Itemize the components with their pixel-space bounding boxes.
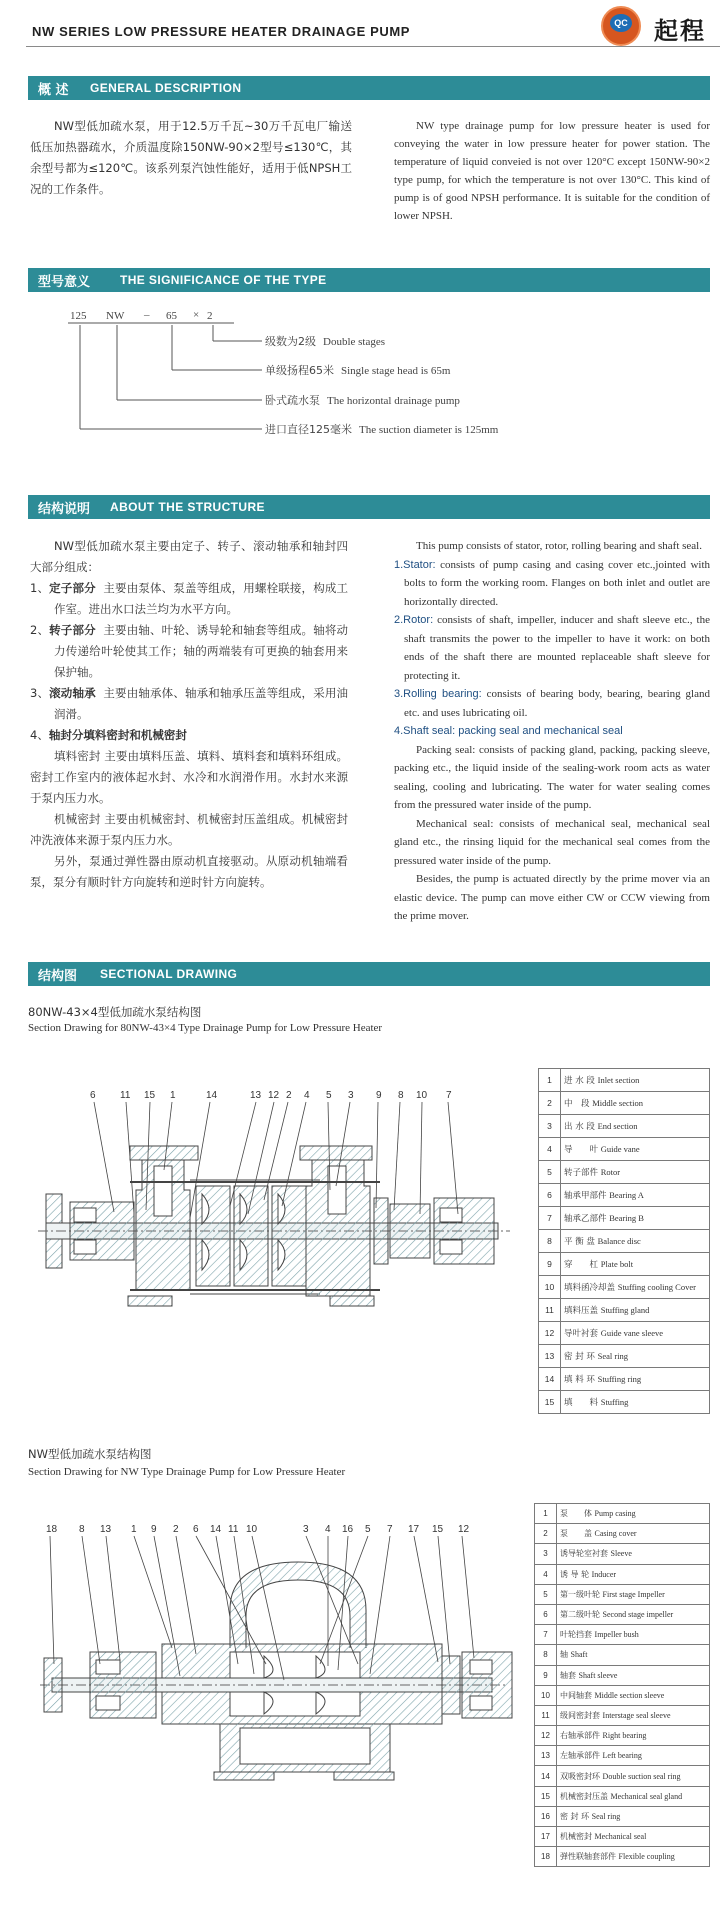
section-title-en: ABOUT THE STRUCTURE — [110, 500, 265, 514]
code-125: 125 — [70, 310, 87, 322]
callout-7: 7 — [387, 1524, 393, 1535]
part-name — [561, 1253, 710, 1276]
part-name-cn: 机械密封 — [560, 1832, 592, 1842]
part-name-cn: 级间密封套 — [560, 1710, 600, 1720]
type-note-cn: 级数为2级 — [265, 335, 316, 348]
item-text: 主要由轴承体、轴承和轴承压盖等组成，采用油润滑。 — [54, 686, 349, 721]
callout-1: 1 — [170, 1090, 176, 1101]
part-name-cn: 诱 导 轮 — [560, 1569, 590, 1579]
part-name — [561, 1115, 710, 1138]
table-row — [539, 1368, 710, 1391]
table-row — [539, 1092, 710, 1115]
part-name-en: Guide vane sleeve — [600, 1328, 664, 1338]
part-name-cn: 进 水 段 — [564, 1076, 595, 1086]
part-name-en: First stage Impeller — [602, 1589, 665, 1599]
part-name — [561, 1299, 710, 1322]
part-name-en: Mechanical seal — [594, 1832, 647, 1842]
part-name-en: Double suction seal ring — [602, 1771, 681, 1781]
drawing1-parts-table — [538, 1068, 710, 1414]
part-number: 2 — [539, 1092, 561, 1115]
callout-8: 8 — [79, 1524, 85, 1535]
part-name-cn: 诱导轮室衬套 — [560, 1549, 608, 1559]
brand-name: 起程 — [654, 17, 706, 45]
part-name-cn: 填料压盖 — [564, 1306, 599, 1316]
callout-11: 11 — [120, 1090, 131, 1101]
part-name — [561, 1092, 710, 1115]
part-name-cn: 轴 — [560, 1650, 568, 1660]
table-row — [539, 1345, 710, 1368]
callout-9: 9 — [151, 1524, 157, 1535]
table-row — [535, 1726, 710, 1746]
part-name-en: Middle section — [592, 1098, 643, 1108]
item-heading: 2.Rotor: — [394, 614, 434, 626]
callout-1: 1 — [131, 1524, 137, 1535]
callout-6: 6 — [90, 1090, 96, 1101]
structure-en — [394, 537, 710, 926]
part-name — [561, 1184, 710, 1207]
part-name-en: Right bearing — [602, 1731, 647, 1741]
callout-18: 18 — [46, 1524, 58, 1535]
part-name — [557, 1766, 710, 1786]
item-text: consists of shaft, impeller, inducer and shaft sleeve etc., the shaft transmits the power to the impeller to have it work: on both ends of the shaft there are mounted replaceable shaft sleeve for protecting it. — [404, 614, 710, 682]
callout-13: 13 — [100, 1524, 112, 1535]
part-name — [557, 1584, 710, 1604]
code-dash: – — [144, 309, 150, 321]
type-note-en: Single stage head is 65m — [341, 365, 451, 377]
part-number: 9 — [539, 1253, 561, 1276]
part-name-en: Second stage impeller — [602, 1610, 674, 1620]
type-note-horizontal — [265, 392, 460, 408]
table-row — [535, 1847, 710, 1867]
part-name — [557, 1544, 710, 1564]
table-row — [539, 1299, 710, 1322]
part-name — [557, 1625, 710, 1645]
drawing1-caption-cn: 80NW-43×4型低加疏水泵结构图 — [28, 1005, 202, 1019]
part-name-cn: 右轴承部件 — [560, 1731, 600, 1741]
callout-13: 13 — [250, 1090, 262, 1101]
section-bar-structure — [28, 495, 710, 519]
structure-item-rotor — [30, 620, 348, 683]
table-row — [539, 1069, 710, 1092]
part-number: 13 — [535, 1746, 557, 1766]
table-row — [535, 1746, 710, 1766]
general-description-en: NW type drainage pump for low pressure heater is used for conveying the water in low pressure heater for power station. The temperature of liquid conveied is not over 120°C except 150NW-90×2 type pump, for which the temperature is not over 130°C. This kind of pump is of good NPSH performance. It is suitable for the condition of lower NPSH. — [394, 120, 710, 222]
part-name — [561, 1368, 710, 1391]
part-number: 5 — [535, 1584, 557, 1604]
part-number: 15 — [535, 1786, 557, 1806]
structure-packing-seal: 填料密封 主要由填料压盖、填料、填料套和填料环组成。密封工作室内的液体起水封、水冷和水润滑作用。水封水来源于泵内压力水。 — [30, 749, 348, 805]
part-number: 1 — [539, 1069, 561, 1092]
code-times: × — [193, 309, 200, 321]
table-row — [539, 1253, 710, 1276]
part-name-en: Pump casing — [594, 1509, 636, 1519]
part-name-en: Balance disc — [597, 1236, 641, 1246]
part-name-cn: 平 衡 盘 — [564, 1237, 595, 1247]
drawing2-caption-en: Section Drawing for NW Type Drainage Pump for Low Pressure Heater — [28, 1466, 346, 1478]
part-number: 11 — [539, 1299, 561, 1322]
table-row — [535, 1544, 710, 1564]
part-name-cn: 中 段 — [564, 1099, 590, 1109]
table-row — [535, 1645, 710, 1665]
structure-mechanical-seal: Mechanical seal: consists of mechanical seal, mechanical seal gland etc., the rinsing liquid for the mechanical seal comes from the pressured water inside of the pump. — [394, 817, 710, 867]
part-number: 4 — [539, 1138, 561, 1161]
part-number: 14 — [539, 1368, 561, 1391]
part-name-cn: 机械密封压盖 — [560, 1791, 608, 1801]
part-number: 3 — [539, 1115, 561, 1138]
code-nw: NW — [106, 310, 125, 322]
part-name-cn: 双吸密封环 — [560, 1771, 600, 1781]
part-name — [561, 1207, 710, 1230]
part-name — [557, 1504, 710, 1524]
part-name — [561, 1391, 710, 1414]
part-number: 10 — [539, 1276, 561, 1299]
part-name-cn: 填 料 — [564, 1398, 599, 1408]
callout-2: 2 — [173, 1524, 179, 1535]
callout-14: 14 — [210, 1524, 222, 1535]
part-name — [561, 1069, 710, 1092]
part-number: 9 — [535, 1665, 557, 1685]
item-text: 主要由轴、叶轮、诱导轮和轴套等组成。轴将动力传递给叶轮使其工作；轴的两端装有可更换的轴套用来保护轴。 — [54, 623, 349, 679]
part-name-cn: 密 封 环 — [560, 1811, 590, 1821]
structure-item-stator — [30, 578, 348, 620]
table-row — [539, 1138, 710, 1161]
item-number: 4、 — [30, 728, 49, 742]
callout-15: 15 — [144, 1090, 156, 1101]
part-name-cn: 弹性联轴套部件 — [560, 1852, 616, 1862]
part-name-en: End section — [597, 1121, 638, 1131]
section-title-en: SECTIONAL DRAWING — [100, 967, 238, 981]
part-name-cn: 导叶衬套 — [564, 1329, 599, 1339]
part-name-en: Mechanical seal gland — [610, 1791, 683, 1801]
table-row — [535, 1604, 710, 1624]
table-row — [535, 1504, 710, 1524]
part-name-en: Middle section sleeve — [594, 1690, 665, 1700]
part-name-en: Shaft — [570, 1650, 588, 1660]
drawing1-sectional-view — [30, 1090, 530, 1350]
part-name — [557, 1524, 710, 1544]
part-name-cn: 填 料 环 — [564, 1375, 595, 1385]
part-number: 16 — [535, 1806, 557, 1826]
part-name-cn: 轴承甲部件 — [564, 1191, 607, 1201]
part-name — [557, 1665, 710, 1685]
part-name-cn: 中间轴套 — [560, 1690, 592, 1700]
callout-4: 4 — [304, 1090, 310, 1101]
structure-item-bearing — [394, 685, 710, 722]
part-name-en: Stuffing — [600, 1397, 629, 1407]
drawing2-callouts — [30, 1524, 530, 1538]
table-row — [535, 1827, 710, 1847]
part-name-cn: 填料函冷却盖 — [564, 1283, 616, 1293]
drawing1-caption-en: Section Drawing for 80NW-43×4 Type Drainage Pump for Low Pressure Heater — [28, 1022, 383, 1034]
callout-15: 15 — [432, 1524, 444, 1535]
callout-12: 12 — [268, 1090, 280, 1101]
callout-8: 8 — [398, 1090, 404, 1101]
table-row — [535, 1625, 710, 1645]
type-note-suction — [265, 421, 498, 437]
type-note-head — [265, 362, 450, 378]
item-number: 3、 — [30, 686, 50, 700]
table-row — [535, 1806, 710, 1826]
table-row — [535, 1766, 710, 1786]
item-heading: 3.Rolling bearing: — [394, 688, 482, 700]
part-name-en: Casing cover — [594, 1529, 637, 1539]
drawing1-callouts — [30, 1090, 530, 1104]
part-number: 6 — [539, 1184, 561, 1207]
part-number: 11 — [535, 1705, 557, 1725]
part-name — [561, 1276, 710, 1299]
structure-cn — [30, 536, 348, 893]
part-name-cn: 出 水 段 — [564, 1122, 595, 1132]
item-heading: 1.Stator: — [394, 558, 436, 571]
structure-drive: 另外，泵通过弹性器由原动机直接驱动。从原动机轴端看泵，泵分有顺时针方向旋转和逆时针方向旋转。 — [30, 854, 348, 889]
part-number: 10 — [535, 1685, 557, 1705]
callout-5: 5 — [365, 1524, 371, 1535]
part-name-en: Guide vane — [600, 1144, 640, 1154]
part-name-en: Stuffing gland — [600, 1305, 650, 1315]
part-number: 5 — [539, 1161, 561, 1184]
drawing2-sectional-view — [30, 1524, 530, 1804]
structure-item-seal — [394, 722, 710, 741]
part-number: 15 — [539, 1391, 561, 1414]
part-name-cn: 密 封 环 — [564, 1352, 595, 1362]
part-name-cn: 导 叶 — [564, 1145, 599, 1155]
table-row — [539, 1230, 710, 1253]
structure-item-rotor — [394, 611, 710, 685]
item-heading: 轴封分填料密封和机械密封 — [48, 728, 187, 742]
part-name-cn: 轴承乙部件 — [564, 1214, 607, 1224]
part-name-en: Rotor — [600, 1167, 621, 1177]
callout-7: 7 — [446, 1090, 452, 1101]
structure-drive: Besides, the pump is actuated directly by the prime mover via an elastic device. The pump can move either CW or CCW viewing from the prime mover. — [394, 873, 710, 922]
type-note-cn: 进口直径125毫米 — [265, 423, 352, 436]
callout-9: 9 — [376, 1090, 382, 1101]
part-name-cn: 泵 盖 — [560, 1529, 592, 1539]
structure-mechanical-seal: 机械密封 主要由机械密封、机械密封压盖组成。机械密封冲洗液体来源于泵内压力水。 — [30, 812, 348, 847]
type-note-cn: 单级扬程65米 — [265, 364, 334, 377]
table-row — [535, 1786, 710, 1806]
part-name-cn: 轴套 — [560, 1670, 576, 1680]
structure-item-bearing — [30, 683, 348, 725]
part-name-en: Bearing A — [609, 1190, 644, 1200]
callout-5: 5 — [326, 1090, 332, 1101]
part-number: 8 — [539, 1230, 561, 1253]
structure-intro: This pump consists of stator, rotor, rolling bearing and shaft seal. — [416, 540, 702, 552]
callout-14: 14 — [206, 1090, 218, 1101]
code-65: 65 — [166, 310, 177, 322]
callout-4: 4 — [325, 1524, 331, 1535]
part-name-cn: 转子部件 — [564, 1168, 599, 1178]
part-name-en: Shaft sleeve — [578, 1670, 618, 1680]
part-number: 13 — [539, 1345, 561, 1368]
part-name-en: Plate bolt — [600, 1259, 634, 1269]
part-number: 8 — [535, 1645, 557, 1665]
part-number: 2 — [535, 1524, 557, 1544]
part-name-en: Left bearing — [602, 1751, 642, 1761]
part-name-en: Bearing B — [609, 1213, 644, 1223]
table-row — [539, 1391, 710, 1414]
part-name-en: Inducer — [591, 1569, 617, 1579]
part-name — [561, 1138, 710, 1161]
part-name — [557, 1806, 710, 1826]
part-number: 3 — [535, 1544, 557, 1564]
structure-intro: NW型低加疏水泵主要由定子、转子、滚动轴承和轴封四大部分组成： — [30, 539, 348, 574]
callout-17: 17 — [408, 1524, 420, 1535]
page-title: NW SERIES LOW PRESSURE HEATER DRAINAGE PUMP — [32, 24, 411, 39]
part-name-en: Seal ring — [591, 1811, 621, 1821]
item-heading: 转子部分 — [49, 623, 96, 637]
type-note-en: The horizontal drainage pump — [327, 395, 460, 407]
part-name-en: Flexible coupling — [618, 1852, 675, 1862]
table-row — [535, 1584, 710, 1604]
part-name-en: Interstage seal sleeve — [602, 1710, 671, 1720]
part-number: 1 — [535, 1504, 557, 1524]
part-name — [561, 1322, 710, 1345]
section-title-cn: 结构说明 — [38, 502, 91, 517]
callout-12: 12 — [458, 1524, 470, 1535]
item-heading: 滚动轴承 — [49, 686, 96, 700]
table-row — [535, 1564, 710, 1584]
part-name — [557, 1564, 710, 1584]
item-heading: 4.Shaft seal: packing seal and mechanical seal — [394, 725, 623, 737]
part-number: 18 — [535, 1847, 557, 1867]
part-name — [557, 1705, 710, 1725]
part-name-cn: 左轴承部件 — [560, 1751, 600, 1761]
table-row — [535, 1705, 710, 1725]
part-name — [557, 1746, 710, 1766]
part-name-cn: 泵 体 — [560, 1509, 592, 1519]
table-row — [539, 1184, 710, 1207]
part-name — [557, 1726, 710, 1746]
part-name-en: Sleeve — [610, 1549, 632, 1559]
part-number: 14 — [535, 1766, 557, 1786]
part-name-cn: 叶轮挡套 — [560, 1630, 592, 1640]
part-name — [557, 1786, 710, 1806]
part-number: 12 — [539, 1322, 561, 1345]
part-name-en: Stuffing ring — [597, 1374, 642, 1384]
part-name — [557, 1827, 710, 1847]
part-number: 12 — [535, 1726, 557, 1746]
code-2: 2 — [207, 310, 213, 322]
item-text: consists of pump casing and casing cover etc.,jointed with bolts to form the working room. Flanges on both inlet and outlet are horizontally directed. — [404, 558, 711, 608]
callout-3: 3 — [303, 1524, 309, 1535]
callout-2: 2 — [286, 1090, 292, 1101]
logo-mark: QC — [610, 14, 632, 32]
structure-item-seal — [30, 725, 348, 746]
section-title-cn: 概 述 — [38, 83, 69, 98]
part-name — [557, 1645, 710, 1665]
table-row — [539, 1276, 710, 1299]
callout-10: 10 — [246, 1524, 258, 1535]
part-number: 7 — [539, 1207, 561, 1230]
item-number: 2、 — [30, 623, 50, 637]
part-number: 6 — [535, 1604, 557, 1624]
item-heading: 定子部分 — [49, 581, 96, 595]
table-row — [535, 1685, 710, 1705]
section-title-en: GENERAL DESCRIPTION — [90, 81, 242, 95]
part-name-en: Inlet section — [597, 1075, 640, 1085]
part-number: 7 — [535, 1625, 557, 1645]
table-row — [535, 1665, 710, 1685]
section-title-cn: 型号意义 — [38, 275, 91, 290]
callout-16: 16 — [342, 1524, 354, 1535]
table-row — [539, 1322, 710, 1345]
type-note-cn: 卧式疏水泵 — [265, 394, 320, 407]
item-text: consists of bearing body, bearing, bearing gland etc. and uses lubricating oil. — [404, 688, 710, 719]
part-name — [557, 1847, 710, 1867]
callout-11: 11 — [228, 1524, 239, 1535]
table-row — [535, 1524, 710, 1544]
callout-6: 6 — [193, 1524, 199, 1535]
section-title-en: THE SIGNIFICANCE OF THE TYPE — [120, 273, 327, 287]
table-row — [539, 1161, 710, 1184]
part-name-en: Impeller bush — [594, 1630, 639, 1640]
item-text: 主要由泵体、泵盖等组成，用螺栓联接，构成工作室。进出水口法兰均为水平方向。 — [54, 581, 349, 616]
type-note-en: Double stages — [323, 336, 386, 348]
part-name-cn: 穿 杠 — [564, 1260, 599, 1270]
table-row — [539, 1115, 710, 1138]
part-number: 4 — [535, 1564, 557, 1584]
structure-item-stator — [394, 556, 710, 612]
part-name — [557, 1604, 710, 1624]
part-name-cn: 第二级叶轮 — [560, 1610, 600, 1620]
part-name — [561, 1161, 710, 1184]
section-bar-drawing — [28, 962, 710, 986]
part-name — [557, 1685, 710, 1705]
part-name-en: Stuffing cooling Cover — [617, 1282, 696, 1292]
callout-10: 10 — [416, 1090, 428, 1101]
drawing2-parts-table — [534, 1503, 710, 1867]
drawing2-caption-cn: NW型低加疏水泵结构图 — [28, 1447, 152, 1461]
part-number: 17 — [535, 1827, 557, 1847]
part-name — [561, 1345, 710, 1368]
item-number: 1、 — [30, 581, 50, 595]
type-note-stages — [265, 333, 385, 349]
structure-packing-seal: Packing seal: consists of packing gland, packing, packing sleeve, packing etc., the liquid inside of the sealing-work room acts as water sealing, cooling and lubricating. The water for water sealing comes from the pressured water inside of the pump. — [394, 743, 710, 811]
callout-3: 3 — [348, 1090, 354, 1101]
type-note-en: The suction diameter is 125mm — [359, 424, 499, 436]
part-name-cn: 第一级叶轮 — [560, 1589, 600, 1599]
part-name-en: Seal ring — [597, 1351, 629, 1361]
part-name — [561, 1230, 710, 1253]
table-row — [539, 1207, 710, 1230]
general-description-cn: NW型低加疏水泵，用于12.5万千瓦~30万千瓦电厂输送低压加热器疏水，介质温度除150NW-90×2型号≤130℃，其余型号都为≤120℃。该系列泵汽蚀性能好，适用于低NPSH工况的工作条件。 — [30, 119, 352, 196]
section-title-cn: 结构图 — [38, 969, 78, 984]
